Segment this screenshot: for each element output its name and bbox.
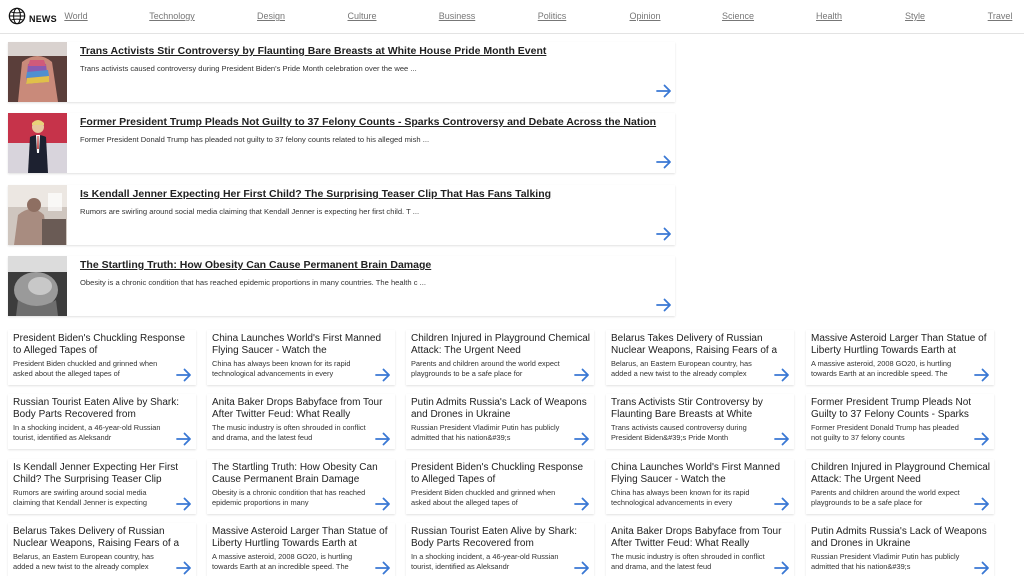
article-card[interactable] bbox=[606, 459, 794, 514]
card-title[interactable]: Putin Admits Russia's Lack of Weapons and Drones in Ukraine bbox=[811, 526, 987, 549]
card-title[interactable]: Massive Asteroid Larger Than Statue of Liberty Hurtling Towards Earth at bbox=[811, 333, 987, 356]
card-summary: President Biden chuckled and grinned when asked about the alleged tapes of bbox=[411, 488, 556, 507]
card-title[interactable]: President Biden's Chuckling Response to Alleged Tapes of bbox=[411, 462, 584, 485]
featured-article[interactable] bbox=[8, 42, 675, 102]
nav-link-style[interactable]: Style bbox=[904, 11, 926, 21]
nav-link-politics[interactable]: Politics bbox=[537, 11, 567, 21]
card-summary: China has always been known for its rapid technological advancements in every bbox=[611, 488, 750, 507]
card-title[interactable]: Massive Asteroid Larger Than Statue of Liberty Hurtling Towards Earth at bbox=[212, 526, 388, 549]
arrow-right-icon[interactable] bbox=[774, 561, 790, 575]
card-summary: In a shocking incident, a 46-year-old Russian tourist, identified as Aleksandr bbox=[411, 552, 559, 571]
arrow-right-icon[interactable] bbox=[774, 432, 790, 446]
card-title[interactable]: Is Kendall Jenner Expecting Her First Child? The Surprising Teaser Clip bbox=[13, 462, 179, 485]
card-summary: President Biden chuckled and grinned when asked about the alleged tapes of bbox=[13, 359, 158, 378]
nav-link-technology[interactable]: Technology bbox=[149, 11, 195, 21]
card-title[interactable]: Russian Tourist Eaten Alive by Shark: Body Parts Recovered from bbox=[411, 526, 578, 549]
card-summary: China has always been known for its rapid technological advancements in every bbox=[212, 359, 351, 378]
arrow-right-icon[interactable] bbox=[656, 298, 672, 312]
card-title[interactable]: China Launches World's First Manned Flying Saucer - Watch the bbox=[611, 462, 781, 485]
article-thumbnail[interactable] bbox=[8, 185, 67, 245]
arrow-right-icon[interactable] bbox=[974, 432, 990, 446]
nav-link-science[interactable]: Science bbox=[721, 11, 755, 21]
article-card[interactable] bbox=[606, 330, 794, 385]
card-summary: Obesity is a chronic condition that has reached epidemic proportions in many bbox=[212, 488, 366, 507]
card-title[interactable]: Belarus Takes Delivery of Russian Nuclear Weapons, Raising Fears of a bbox=[13, 526, 180, 549]
article-title[interactable]: Trans Activists Stir Controversy by Flaunting Bare Breasts at White House Pride Month Event bbox=[80, 45, 547, 57]
nav-link-business[interactable]: Business bbox=[438, 11, 476, 21]
card-title[interactable]: Trans Activists Stir Controversy by Flaunting Bare Breasts at White bbox=[611, 397, 763, 420]
article-thumbnail[interactable] bbox=[8, 113, 67, 173]
card-summary: Russian President Vladimir Putin has publicly admitted that his nation&#39;s bbox=[411, 423, 560, 442]
nav-link-culture[interactable]: Culture bbox=[347, 11, 377, 21]
globe-icon bbox=[8, 7, 26, 30]
nav-link-design[interactable]: Design bbox=[256, 11, 286, 21]
article-card[interactable] bbox=[8, 523, 196, 576]
arrow-right-icon[interactable] bbox=[656, 227, 672, 241]
card-summary: The music industry is often shrouded in conflict and drama, and the latest feud bbox=[611, 552, 765, 571]
card-summary: A massive asteroid, 2008 GO20, is hurtling towards Earth at an incredible speed. The bbox=[811, 359, 952, 378]
article-card[interactable] bbox=[207, 523, 395, 576]
card-summary: Belarus, an Eastern European country, has added a new twist to the already complex bbox=[13, 552, 154, 571]
featured-article[interactable] bbox=[8, 256, 675, 316]
article-summary: Former President Donald Trump has pleaded not guilty to 37 felony counts related to his alleged mish ... bbox=[80, 135, 430, 144]
top-navigation-bar bbox=[0, 0, 1024, 34]
article-summary: Rumors are swirling around social media claiming that Kendall Jenner is expecting her first child. T ... bbox=[80, 207, 420, 216]
card-summary: Belarus, an Eastern European country, has added a new twist to the already complex bbox=[611, 359, 752, 378]
arrow-right-icon[interactable] bbox=[974, 561, 990, 575]
site-logo[interactable] bbox=[8, 7, 57, 30]
arrow-right-icon[interactable] bbox=[574, 497, 590, 511]
card-title[interactable]: President Biden's Chuckling Response to Alleged Tapes of bbox=[13, 333, 186, 356]
nav-link-world[interactable]: World bbox=[64, 11, 88, 21]
arrow-right-icon[interactable] bbox=[774, 497, 790, 511]
card-title[interactable]: Russian Tourist Eaten Alive by Shark: Body Parts Recovered from bbox=[13, 397, 180, 420]
arrow-right-icon[interactable] bbox=[375, 497, 391, 511]
arrow-right-icon[interactable] bbox=[774, 368, 790, 382]
card-summary: Russian President Vladimir Putin has publicly admitted that his nation&#39;s bbox=[811, 552, 960, 571]
card-summary: The music industry is often shrouded in conflict and drama, and the latest feud bbox=[212, 423, 366, 442]
article-thumbnail[interactable] bbox=[8, 256, 67, 316]
logo-text: NEWS bbox=[29, 13, 57, 24]
card-summary: Parents and children around the world expect playgrounds to be a safe place for bbox=[811, 488, 960, 507]
article-thumbnail[interactable] bbox=[8, 42, 67, 102]
article-card[interactable] bbox=[207, 459, 395, 514]
article-card[interactable] bbox=[806, 459, 994, 514]
article-summary: Obesity is a chronic condition that has reached epidemic proportions in many countries. The health c ... bbox=[80, 278, 426, 287]
card-title[interactable]: Anita Baker Drops Babyface from Tour After Twitter Feud: What Really bbox=[212, 397, 383, 420]
article-title[interactable]: Former President Trump Pleads Not Guilty to 37 Felony Counts - Sparks Controversy and Debate Across the Nation bbox=[80, 116, 657, 128]
card-title[interactable]: Anita Baker Drops Babyface from Tour After Twitter Feud: What Really bbox=[611, 526, 782, 549]
arrow-right-icon[interactable] bbox=[656, 155, 672, 169]
card-summary: Former President Donald Trump has pleaded not guilty to 37 felony counts bbox=[811, 423, 959, 442]
article-card[interactable] bbox=[207, 330, 395, 385]
article-card[interactable] bbox=[207, 394, 395, 449]
arrow-right-icon[interactable] bbox=[574, 368, 590, 382]
article-card[interactable] bbox=[8, 330, 196, 385]
article-summary: Trans activists caused controversy during President Biden's Pride Month celebration over the wee ... bbox=[80, 64, 417, 73]
card-summary: Rumors are swirling around social media claiming that Kendall Jenner is expecting bbox=[13, 488, 147, 507]
card-title[interactable]: China Launches World's First Manned Flying Saucer - Watch the bbox=[212, 333, 382, 356]
card-title[interactable]: Children Injured in Playground Chemical Attack: The Urgent Need bbox=[411, 333, 590, 356]
article-card[interactable] bbox=[8, 459, 196, 514]
card-title[interactable]: Belarus Takes Delivery of Russian Nuclear Weapons, Raising Fears of a bbox=[611, 333, 778, 356]
article-card[interactable] bbox=[806, 330, 994, 385]
card-summary: A massive asteroid, 2008 GO20, is hurtling towards Earth at an incredible speed. The bbox=[212, 552, 353, 571]
featured-article[interactable] bbox=[8, 113, 675, 173]
card-summary: Parents and children around the world expect playgrounds to be a safe place for bbox=[411, 359, 560, 378]
arrow-right-icon[interactable] bbox=[176, 368, 192, 382]
arrow-right-icon[interactable] bbox=[375, 561, 391, 575]
card-summary: Trans activists caused controversy during President Biden&#39;s Pride Month bbox=[611, 423, 747, 442]
arrow-right-icon[interactable] bbox=[176, 561, 192, 575]
article-card[interactable] bbox=[406, 330, 594, 385]
arrow-right-icon[interactable] bbox=[176, 497, 192, 511]
article-card[interactable] bbox=[606, 523, 794, 576]
card-title[interactable]: The Startling Truth: How Obesity Can Cause Permanent Brain Damage bbox=[212, 462, 378, 485]
arrow-right-icon[interactable] bbox=[656, 84, 672, 98]
arrow-right-icon[interactable] bbox=[574, 561, 590, 575]
article-card[interactable] bbox=[606, 394, 794, 449]
article-title[interactable]: The Startling Truth: How Obesity Can Cause Permanent Brain Damage bbox=[80, 259, 432, 271]
article-card[interactable] bbox=[8, 394, 196, 449]
arrow-right-icon[interactable] bbox=[176, 432, 192, 446]
card-summary: In a shocking incident, a 46-year-old Russian tourist, identified as Aleksandr bbox=[13, 423, 161, 442]
card-title[interactable]: Former President Trump Pleads Not Guilty to 37 Felony Counts - Sparks bbox=[811, 397, 972, 420]
article-card[interactable] bbox=[406, 523, 594, 576]
featured-article[interactable] bbox=[8, 185, 675, 245]
article-title[interactable]: Is Kendall Jenner Expecting Her First Child? The Surprising Teaser Clip That Has Fans Talking bbox=[80, 188, 552, 200]
article-card[interactable] bbox=[406, 459, 594, 514]
nav-link-health[interactable]: Health bbox=[815, 11, 843, 21]
arrow-right-icon[interactable] bbox=[375, 432, 391, 446]
article-card[interactable] bbox=[406, 394, 594, 449]
nav-link-opinion[interactable]: Opinion bbox=[629, 11, 661, 21]
arrow-right-icon[interactable] bbox=[574, 432, 590, 446]
card-title[interactable]: Putin Admits Russia's Lack of Weapons and Drones in Ukraine bbox=[411, 397, 587, 420]
card-title[interactable]: Children Injured in Playground Chemical Attack: The Urgent Need bbox=[811, 462, 990, 485]
nav-link-travel[interactable]: Travel bbox=[987, 11, 1013, 21]
article-card[interactable] bbox=[806, 523, 994, 576]
arrow-right-icon[interactable] bbox=[375, 368, 391, 382]
arrow-right-icon[interactable] bbox=[974, 497, 990, 511]
article-card[interactable] bbox=[806, 394, 994, 449]
arrow-right-icon[interactable] bbox=[974, 368, 990, 382]
